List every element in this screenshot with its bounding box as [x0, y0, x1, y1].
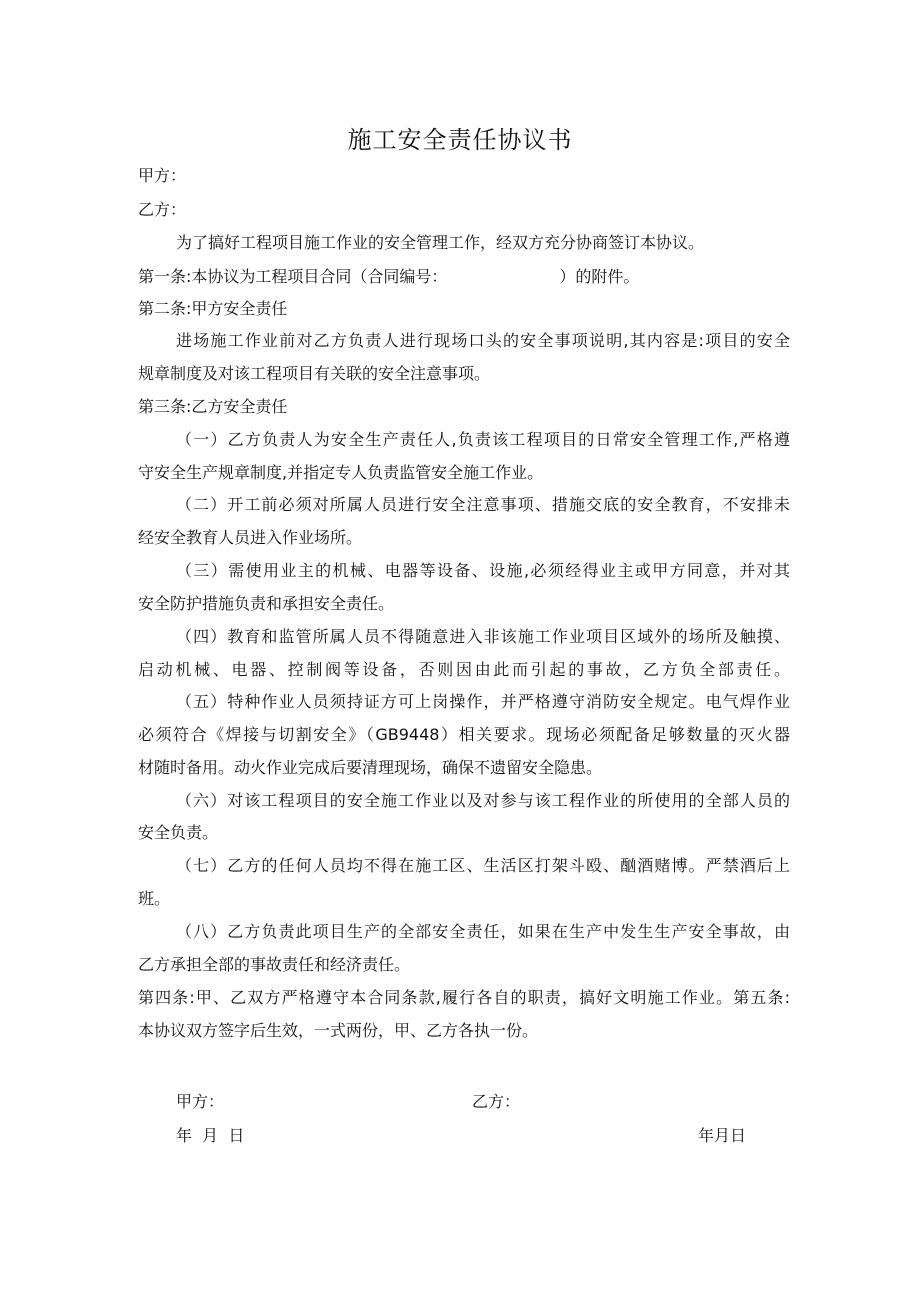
article-1-prefix: 第一条:本协议为工程项目合同（合同编号： [138, 267, 448, 286]
item-7-line-1: （七）乙方的任何人员均不得在施工区、生活区打架斗殴、酗酒赌博。严禁酒后上 [176, 856, 790, 875]
signature-party-b: 乙方： [472, 1092, 521, 1111]
article-2-title: 第二条:甲方安全责任 [138, 299, 288, 318]
item-4-line-1: （四）教育和监管所属人员不得随意进入非该施工作业项目区域外的场所及触摸、 [176, 627, 790, 646]
item-3-line-2: 安全防护措施负责和承担安全责任。 [138, 594, 395, 613]
date-party-b: 年月日 [698, 1126, 747, 1145]
item-2-line-1: （二）开工前必须对所属人员进行安全注意事项、措施交底的安全教育，不安排未 [176, 495, 790, 514]
item-6-line-2: 安全负责。 [138, 823, 219, 842]
article-4-line-1: 第四条:甲、乙双方严格遵守本合同条款,履行各自的职责，搞好文明施工作业。第五条: [138, 988, 790, 1007]
item-7-line-2: 班。 [138, 889, 171, 908]
item-8-line-2: 乙方承担全部的事故责任和经济责任。 [138, 955, 411, 974]
party-b-label: 乙方： [138, 200, 187, 219]
article-4-line-2: 本协议双方签字后生效，一式两份，甲、乙方各执一份。 [138, 1021, 539, 1040]
item-4-line-2: 启动机械、电器、控制阀等设备，否则因由此而引起的事故，乙方负全部责任。 [138, 660, 790, 679]
item-3-line-1: （三）需使用业主的机械、电器等设备、设施,必须经得业主或甲方同意，并对其 [176, 561, 790, 580]
item-1-line-2: 守安全生产规章制度,并指定专人负责监管安全施工作业。 [138, 463, 544, 482]
article-3-title: 第三条:乙方安全责任 [138, 397, 288, 416]
intro-paragraph: 为了搞好工程项目施工作业的安全管理工作，经双方充分协商签订本协议。 [176, 233, 705, 252]
item-5-line-3: 材随时备用。动火作业完成后要清理现场，确保不遗留安全隐患。 [138, 758, 603, 777]
item-6-line-1: （六）对该工程项目的安全施工作业以及对参与该工程作业的所使用的全部人员的 [176, 791, 790, 810]
article-1 [138, 265, 790, 289]
item-8-line-1: （八）乙方负责此项目生产的全部安全责任，如果在生产中发生生产安全事故，由 [176, 922, 790, 941]
document-title: 施工安全责任协议书 [347, 126, 573, 154]
article-1-suffix: ）的附件。 [559, 267, 640, 286]
signature-party-a: 甲方： [176, 1092, 225, 1111]
item-5-line-1: （五）特种作业人员须持证方可上岗操作，并严格遵守消防安全规定。电气焊作业 [176, 692, 790, 711]
item-2-line-2: 经安全教育人员进入作业场所。 [138, 528, 363, 547]
item-1-line-1: （一）乙方负责人为安全生产责任人,负责该工程项目的日常安全管理工作,严格遵 [176, 430, 790, 449]
article-2-line-1: 进场施工作业前对乙方负责人进行现场口头的安全事项说明,其内容是:项目的安全 [176, 331, 790, 350]
article-2-line-2: 规章制度及对该工程项目有关联的安全注意事项。 [138, 364, 491, 383]
item-5-line-2: 必须符合《焊接与切割安全》（GB9448）相关要求。现场必须配备足够数量的灭火器 [138, 725, 790, 744]
date-party-a: 年 月 日 [176, 1126, 245, 1145]
party-a-label: 甲方： [138, 166, 187, 185]
